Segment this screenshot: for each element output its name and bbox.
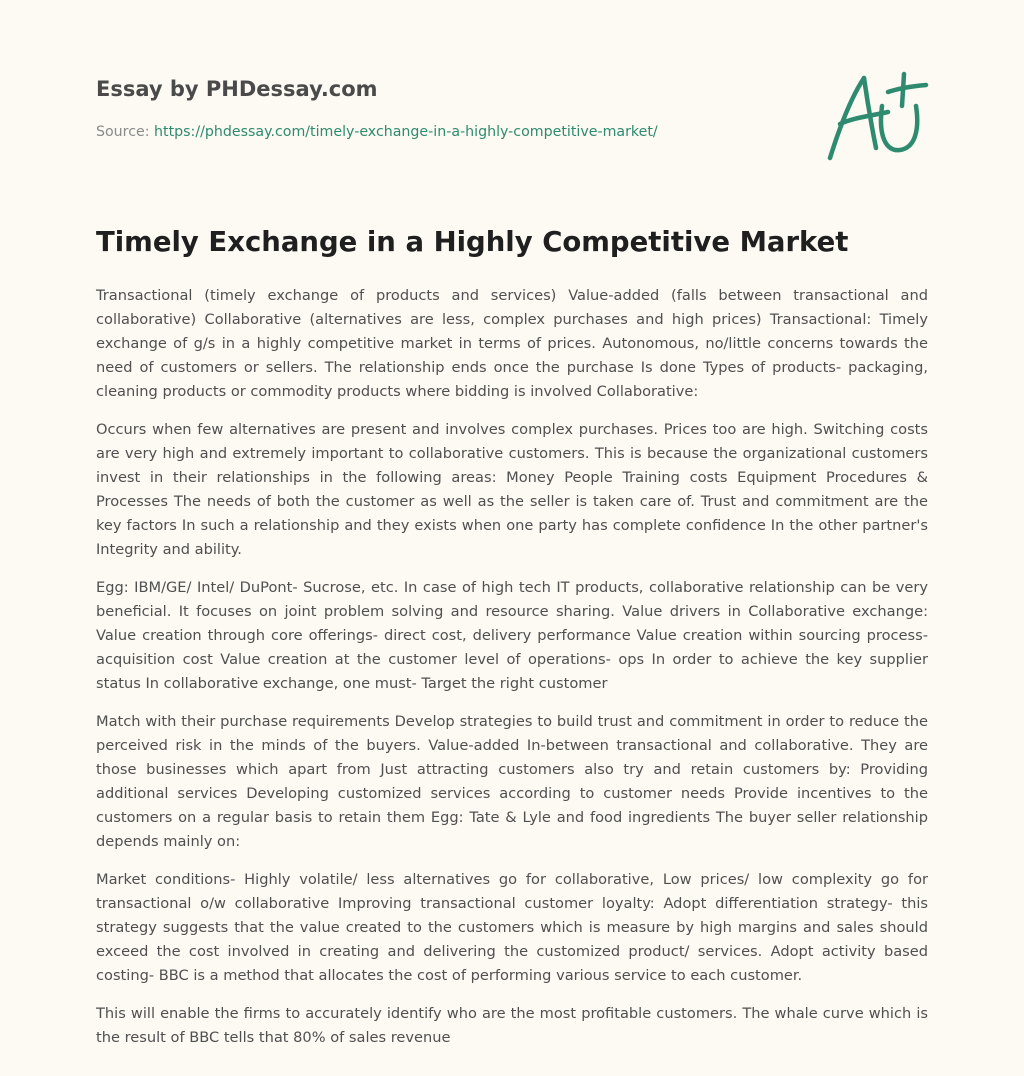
source-link[interactable]: https://phdessay.com/timely-exchange-in-a-highly-competitive-market/ [154,124,658,140]
essay-paragraph: Transactional (timely exchange of products and services) Value-added (falls between transactional and collaborative) Collaborative (alternatives are less, complex purchases and high prices) Transactional: Timely exchange of g/s in a highly competitive market in terms of prices. Autonomous, no/little concerns towards the need of customers or sellers. The relationship ends once the purchase Is done Types of products- packaging, cleaning products or commodity products where bidding is involved Collaborative: [96,287,928,400]
a-plus-logo-icon [822,66,932,166]
essay-title: Timely Exchange in a Highly Competitive Market [96,226,849,258]
essay-paragraph: Match with their purchase requirements Develop strategies to build trust and commitment in order to reduce the perceived risk in the minds of the buyers. Value-added In-between transactional and collaborative. They are those businesses which apart from Just attracting customers also try and retain customers by: Providing additional services Developing customized services according to customer needs Provide incentives to the customers on a regular basis to retain them Egg: Tate & Lyle and food ingredients The buyer seller relationship depends mainly on: [96,713,928,850]
essay-paragraph: Egg: IBM/GE/ Intel/ DuPont- Sucrose, etc. In case of high tech IT products, collaborative relationship can be very beneficial. It focuses on joint problem solving and resource sharing. Value drivers in Collaborative exchange: Value creation through core offerings- direct cost, delivery performance Value creation within sourcing process- acquisition cost Value creation at the customer level of operations- ops In order to achieve the key supplier status In collaborative exchange, one must- Target the right customer [96,579,928,692]
site-brand: Essay by PHDessay.com [96,77,378,101]
essay-paragraph: This will enable the firms to accurately identify who are the most profitable customers. The whale curve which is the result of BBC tells that 80% of sales revenue [96,1005,928,1046]
essay-paragraph: Occurs when few alternatives are present and involves complex purchases. Prices too are high. Switching costs are very high and extremely important to collaborative customers. This is because the organizational customers invest in their relationships in the following areas: Money People Training costs Equipment Procedures & Processes The needs of both the customer as well as the seller is taken care of. Trust and commitment are the key factors In such a relationship and they exists when one party has complete confidence In the other partner's Integrity and ability. [96,421,928,558]
essay-body [96,284,928,1064]
essay-paragraph: Market conditions- Highly volatile/ less alternatives go for collaborative, Low prices/ low complexity go for transactional o/w collaborative Improving transactional customer loyalty: Adopt differentiation strategy- this strategy suggests that the value created to the customers which is measure by high margins and sales should exceed the cost involved in creating and delivering the customized product/ services. Adopt activity based costing- BBC is a method that allocates the cost of performing various service to each customer. [96,871,928,984]
source-label: Source: [96,124,155,140]
source-line [96,124,658,140]
